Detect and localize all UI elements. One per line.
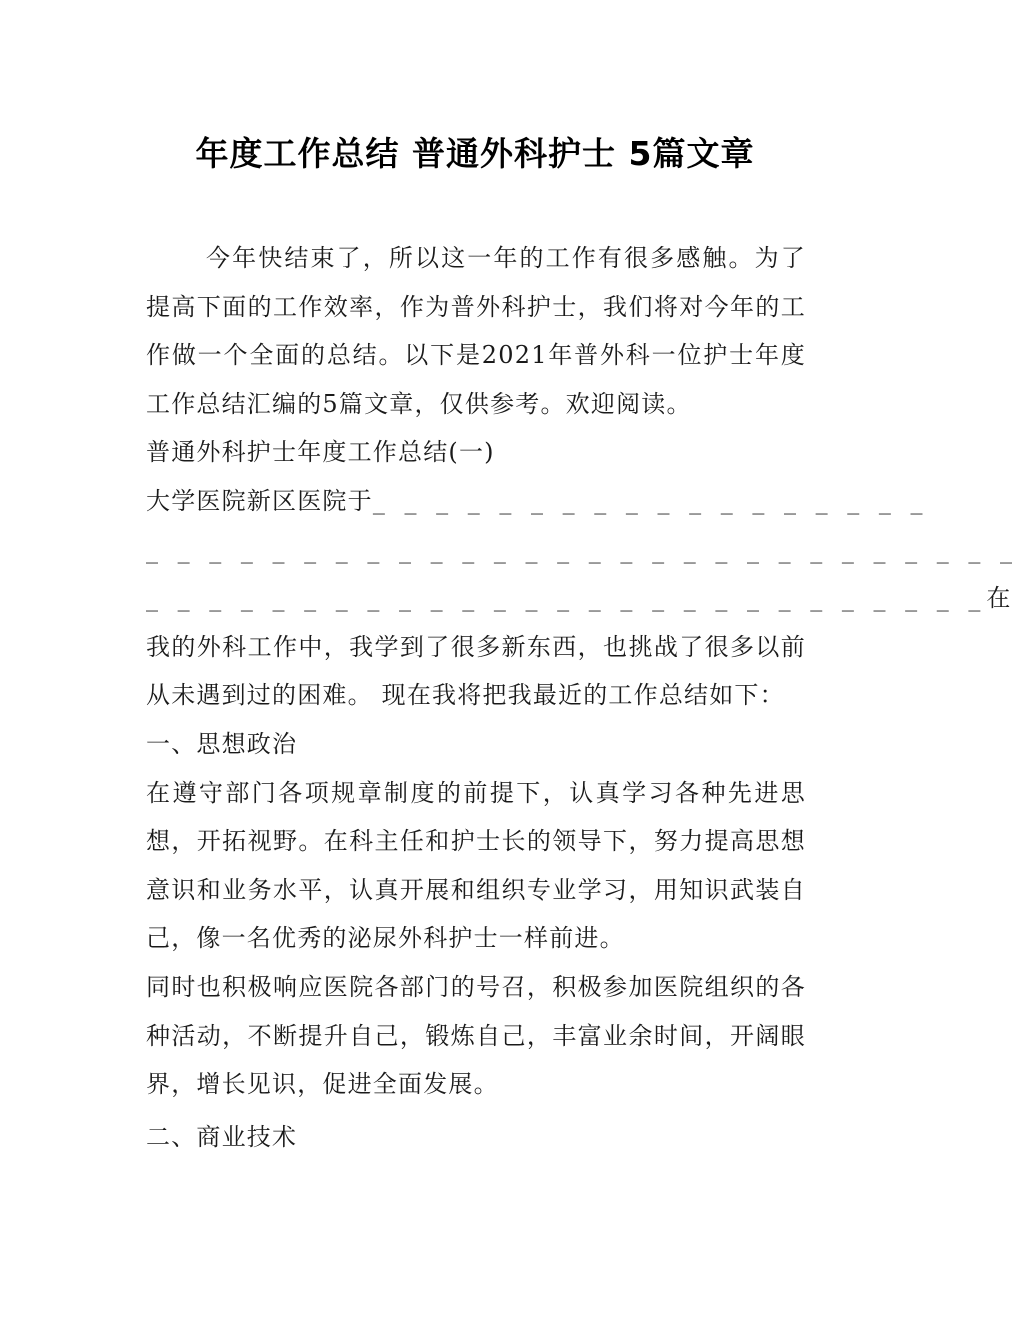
fill-blank-underline-3: _ _ _ _ _ _ _ _ _ _ _ _ _ _ _ _ _ _ _ _ _ _ _ _ _ _ _ bbox=[146, 584, 987, 613]
fill-blank-block bbox=[146, 477, 1018, 623]
fill-blank-prefix: 大学医院新区医院于 bbox=[146, 486, 373, 515]
section-title: 普通外科护士年度工作总结(一) bbox=[146, 438, 495, 467]
fill-blank-line-3 bbox=[146, 574, 1012, 623]
fill-blank-suffix: 在 bbox=[986, 584, 1012, 613]
fill-blank-line-2: _ _ _ _ _ _ _ _ _ _ _ _ _ _ _ _ _ _ _ _ _ _ _ _ _ _ _ _ bbox=[146, 535, 1018, 564]
heading-ideology: 一、思想政治 bbox=[146, 729, 298, 758]
fill-blank-line-1 bbox=[146, 477, 929, 526]
work-paragraph: 我的外科工作中，我学到了很多新东西，也挑战了很多以前从未遇到过的困难。 现在我将把我最近的工作总结如下： bbox=[146, 632, 806, 710]
document-body bbox=[146, 234, 1018, 1161]
fill-blank-underline-1: _ _ _ _ _ _ _ _ _ _ _ _ _ _ _ _ _ _ bbox=[372, 486, 929, 515]
intro-paragraph: 今年快结束了，所以这一年的工作有很多感触。为了提高下面的工作效率，作为普外科护士，我们将对今年的工作做一个全面的总结。以下是2021年普外科一位护士年度工作总结汇编的5篇文章，仅供参考。欢迎阅读。 bbox=[146, 244, 806, 418]
ideology-paragraph-2: 同时也积极响应医院各部门的号召，积极参加医院组织的各种活动，不断提升自己，锻炼自己，丰富业余时间，开阔眼界，增长见识，促进全面发展。 bbox=[146, 972, 806, 1099]
heading-business-skills: 二、商业技术 bbox=[146, 1122, 298, 1151]
document-title: 年度工作总结 普通外科护士 5篇文章 bbox=[195, 134, 755, 173]
ideology-paragraph-1: 在遵守部门各项规章制度的前提下，认真学习各种先进思想，开拓视野。在科主任和护士长的领导下，努力提高思想意识和业务水平，认真开展和组织专业学习，用知识武装自己，像一名优秀的泌尿外科护士一样前进。 bbox=[146, 778, 806, 953]
